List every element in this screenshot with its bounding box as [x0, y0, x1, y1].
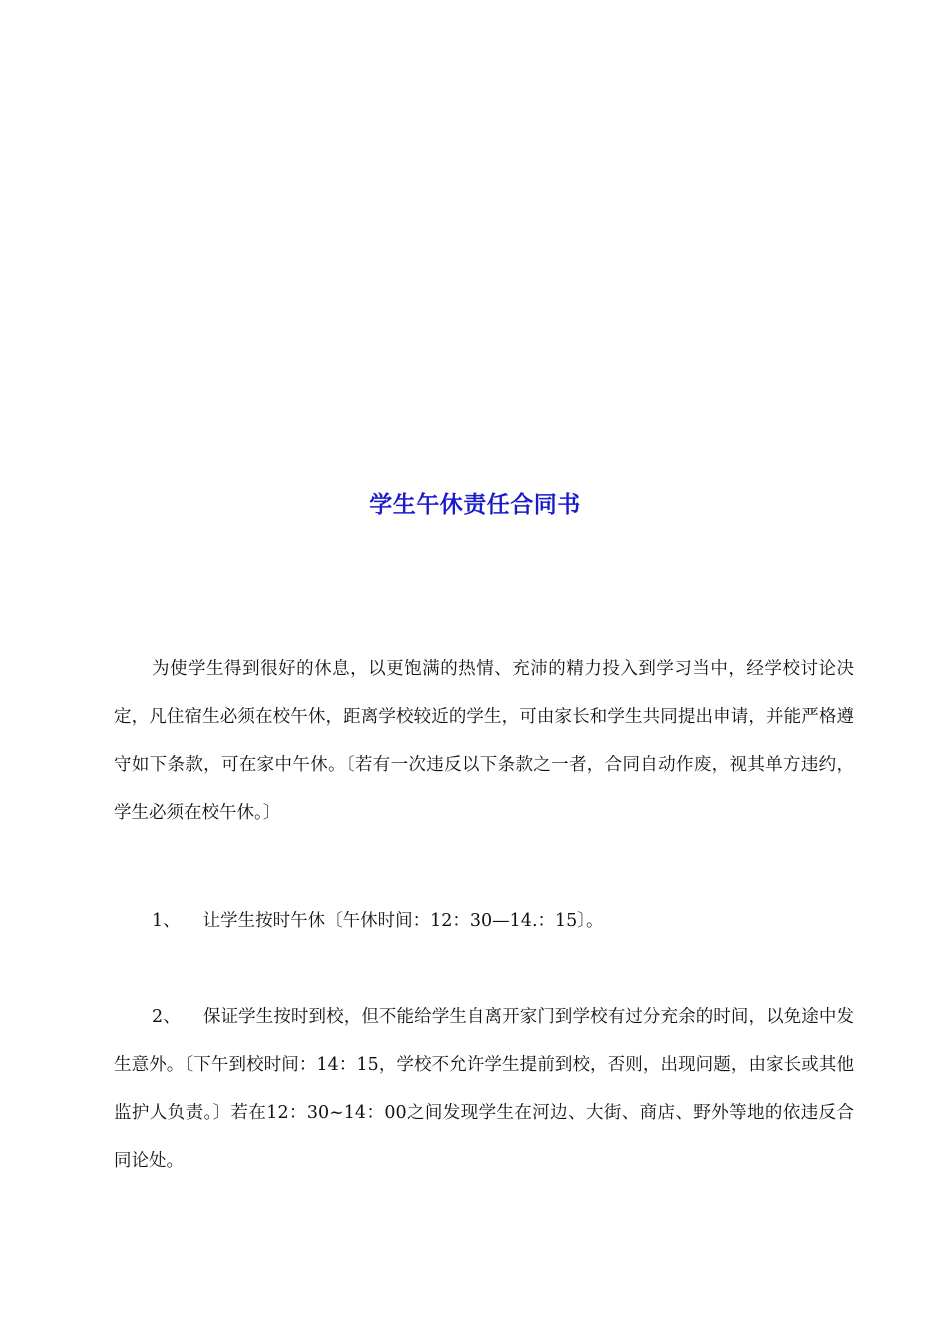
- clause-text: 让学生按时午休〔午休时间：12：30—14.：15〕。: [202, 911, 604, 931]
- intro-paragraph: 为使学生得到很好的休息，以更饱满的热情、充沛的精力投入到学习当中，经学校讨论决定，凡住宿生必须在校午休，距离学校较近的学生，可由家长和学生共同提出申请，并能严格遵守如下条款，可在家中午休。〔若有一次违反以下条款之一者，合同自动作废，视其单方违约，学生必须在校午休。〕: [114, 659, 854, 823]
- document-title: 学生午休责任合同书: [369, 492, 581, 518]
- clause-text: 保证学生按时到校，但不能给学生自离开家门到学校有过分充余的时间，以免途中发生意外。〔下午到校时间：14：15，学校不允许学生提前到校，否则，出现问题，由家长或其他监护人负责。〕若在12：30~14：00之间发现学生在河边、大街、商店、野外等地的依违反合同论处。: [114, 1007, 855, 1171]
- clause-item: [114, 993, 854, 1185]
- clause-number: 1、: [152, 911, 181, 931]
- clause-item: [114, 897, 854, 945]
- clause-number: 2、: [152, 1007, 181, 1027]
